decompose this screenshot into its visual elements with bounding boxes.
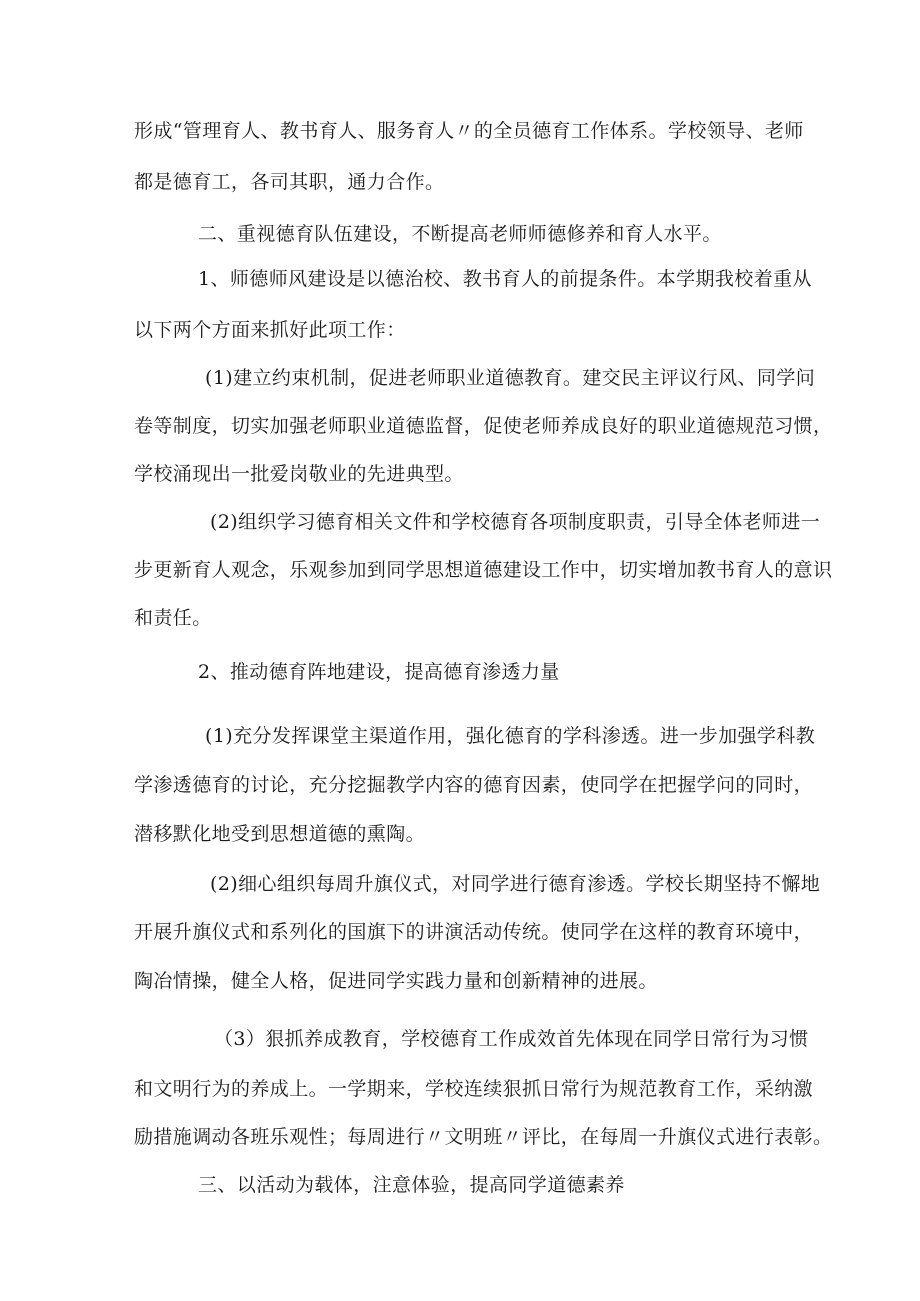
text-line: 和文明行为的养成上。一学期来，学校连续狠抓日常行为规范教育工作，采纳激 [134,1078,814,1100]
text-line: 开展升旗仪式和系列化的国旗下的讲演活动传统。使同学在这样的教育环境中， [134,921,814,943]
text-line: (1)充分发挥课堂主渠道作用，强化德育的学科渗透。进一步加强学科教 [205,725,816,747]
text-line: 潜移默化地受到思想道德的熏陶。 [134,823,426,845]
section-heading: 三、以活动为载体，注意体验，提高同学道德素养 [198,1174,625,1196]
text-line: 卷等制度，切实加强老师职业道德监督，促使老师养成良好的职业道德规范习惯， [134,415,833,437]
text-line: 形成“管理育人、教书育人、服务育人〃的全员德育工作体系。学校领导、老师 [134,120,804,142]
text-line: (2)细心组织每周升旗仪式，对同学进行德育渗透。学校长期坚持不懈地 [210,873,821,895]
text-line: 学渗透德育的讨论，充分挖掘教学内容的德育因素，使同学在把握学问的同时， [134,774,814,796]
text-line: 学校涌现出一批爱岗敬业的先进典型。 [134,463,464,485]
text-line: 步更新育人观念，乐观参加到同学思想道德建设工作中，切实增加教书育人的意识 [134,559,833,581]
text-line: (1)建立约束机制，促进老师职业道德教育。建交民主评议行风、同学问 [205,367,816,389]
subsection-heading: 1、师德师风建设是以德治校、教书育人的前提条件。本学期我校着重从 [198,268,812,290]
text-line: (2)组织学习德育相关文件和学校德育各项制度职责，引导全体老师进一 [210,511,821,533]
section-heading: 二、重视德育队伍建设，不断提高老师师德修养和育人水平。 [198,223,722,245]
text-line: 和责任。 [134,607,212,629]
text-line: 励措施调动各班乐观性；每周进行〃文明班〃评比，在每周一升旗仪式进行表彰。 [134,1126,833,1148]
text-line: （3）狠抓养成教育，学校德育工作成效首先体现在同学日常行为习惯 [214,1028,809,1050]
subsection-heading: 2、推动德育阵地建设，提高德育渗透力量 [198,661,560,683]
text-line: 都是德育工，各司其职，通力合作。 [134,171,445,193]
text-line: 陶冶情操，健全人格，促进同学实践力量和创新精神的进展。 [134,970,658,992]
text-line: 以下两个方面来抓好此项工作： [134,319,406,341]
